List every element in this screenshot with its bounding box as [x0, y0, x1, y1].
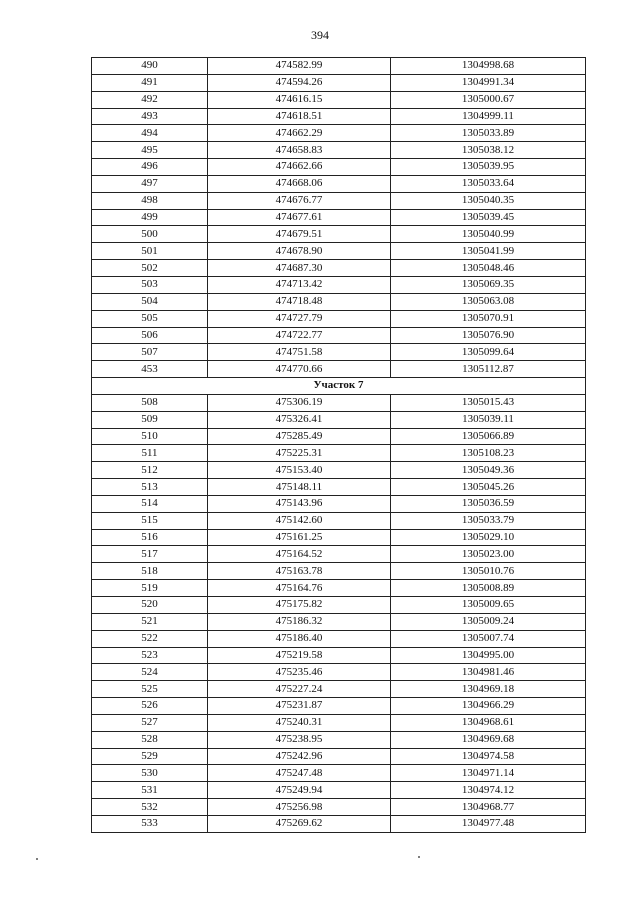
x-coordinate-cell: 475153.40	[208, 462, 391, 479]
y-coordinate-cell: 1304981.46	[391, 664, 586, 681]
table-row	[92, 293, 586, 310]
y-coordinate-cell: 1304974.58	[391, 748, 586, 765]
point-number-cell: 505	[92, 310, 208, 327]
x-coordinate-cell: 475163.78	[208, 563, 391, 580]
table-row	[92, 108, 586, 125]
table-row	[92, 209, 586, 226]
table-row	[92, 327, 586, 344]
x-coordinate-cell: 475186.40	[208, 630, 391, 647]
x-coordinate-cell: 474668.06	[208, 175, 391, 192]
table-row	[92, 344, 586, 361]
point-number-cell: 516	[92, 529, 208, 546]
point-number-cell: 518	[92, 563, 208, 580]
x-coordinate-cell: 475306.19	[208, 394, 391, 411]
table-row	[92, 714, 586, 731]
point-number-cell: 524	[92, 664, 208, 681]
table-row	[92, 597, 586, 614]
x-coordinate-cell: 474713.42	[208, 276, 391, 293]
point-number-cell: 501	[92, 243, 208, 260]
y-coordinate-cell: 1305008.89	[391, 580, 586, 597]
table-row	[92, 125, 586, 142]
x-coordinate-cell: 474662.29	[208, 125, 391, 142]
y-coordinate-cell: 1304966.29	[391, 698, 586, 715]
y-coordinate-cell: 1305076.90	[391, 327, 586, 344]
point-number-cell: 519	[92, 580, 208, 597]
point-number-cell: 514	[92, 495, 208, 512]
x-coordinate-cell: 475219.58	[208, 647, 391, 664]
table-row	[92, 495, 586, 512]
x-coordinate-cell: 475235.46	[208, 664, 391, 681]
table-row	[92, 159, 586, 176]
table-row	[92, 58, 586, 75]
x-coordinate-cell: 475143.96	[208, 495, 391, 512]
point-number-cell: 506	[92, 327, 208, 344]
table-row	[92, 580, 586, 597]
x-coordinate-cell: 474679.51	[208, 226, 391, 243]
x-coordinate-cell: 475247.48	[208, 765, 391, 782]
table-row	[92, 748, 586, 765]
table-row	[92, 681, 586, 698]
point-number-cell: 510	[92, 428, 208, 445]
y-coordinate-cell: 1305039.95	[391, 159, 586, 176]
y-coordinate-cell: 1305108.23	[391, 445, 586, 462]
y-coordinate-cell: 1305066.89	[391, 428, 586, 445]
y-coordinate-cell: 1304995.00	[391, 647, 586, 664]
x-coordinate-cell: 474722.77	[208, 327, 391, 344]
point-number-cell: 511	[92, 445, 208, 462]
y-coordinate-cell: 1305112.87	[391, 361, 586, 378]
point-number-cell: 526	[92, 698, 208, 715]
point-number-cell: 509	[92, 411, 208, 428]
point-number-cell: 529	[92, 748, 208, 765]
y-coordinate-cell: 1305000.67	[391, 91, 586, 108]
scan-speck	[36, 858, 38, 860]
x-coordinate-cell: 475285.49	[208, 428, 391, 445]
point-number-cell: 520	[92, 597, 208, 614]
point-number-cell: 517	[92, 546, 208, 563]
y-coordinate-cell: 1305033.79	[391, 512, 586, 529]
point-number-cell: 495	[92, 142, 208, 159]
table-row	[92, 698, 586, 715]
table-row	[92, 260, 586, 277]
section-title: Участок 7	[92, 378, 586, 395]
table-row	[92, 613, 586, 630]
y-coordinate-cell: 1305015.43	[391, 394, 586, 411]
y-coordinate-cell: 1305010.76	[391, 563, 586, 580]
point-number-cell: 493	[92, 108, 208, 125]
table-row	[92, 664, 586, 681]
table-row	[92, 765, 586, 782]
table-row	[92, 142, 586, 159]
point-number-cell: 490	[92, 58, 208, 75]
table-row	[92, 462, 586, 479]
y-coordinate-cell: 1305063.08	[391, 293, 586, 310]
y-coordinate-cell: 1304968.77	[391, 799, 586, 816]
x-coordinate-cell: 475225.31	[208, 445, 391, 462]
x-coordinate-cell: 475227.24	[208, 681, 391, 698]
point-number-cell: 531	[92, 782, 208, 799]
y-coordinate-cell: 1305049.36	[391, 462, 586, 479]
x-coordinate-cell: 474727.79	[208, 310, 391, 327]
y-coordinate-cell: 1305029.10	[391, 529, 586, 546]
x-coordinate-cell: 474677.61	[208, 209, 391, 226]
y-coordinate-cell: 1304977.48	[391, 815, 586, 832]
x-coordinate-cell: 475186.32	[208, 613, 391, 630]
point-number-cell: 496	[92, 159, 208, 176]
y-coordinate-cell: 1304991.34	[391, 74, 586, 91]
x-coordinate-cell: 474594.26	[208, 74, 391, 91]
point-number-cell: 491	[92, 74, 208, 91]
page-number: 394	[311, 28, 329, 42]
point-number-cell: 508	[92, 394, 208, 411]
table-row	[92, 799, 586, 816]
table-row	[92, 411, 586, 428]
point-number-cell: 499	[92, 209, 208, 226]
x-coordinate-cell: 475164.76	[208, 580, 391, 597]
y-coordinate-cell: 1305038.12	[391, 142, 586, 159]
point-number-cell: 522	[92, 630, 208, 647]
x-coordinate-cell: 474687.30	[208, 260, 391, 277]
point-number-cell: 512	[92, 462, 208, 479]
y-coordinate-cell: 1304968.61	[391, 714, 586, 731]
x-coordinate-cell: 475242.96	[208, 748, 391, 765]
table-row	[92, 563, 586, 580]
table-row	[92, 74, 586, 91]
x-coordinate-cell: 475231.87	[208, 698, 391, 715]
x-coordinate-cell: 474616.15	[208, 91, 391, 108]
table-row	[92, 243, 586, 260]
x-coordinate-cell: 475238.95	[208, 731, 391, 748]
y-coordinate-cell: 1304999.11	[391, 108, 586, 125]
x-coordinate-cell: 474718.48	[208, 293, 391, 310]
table-row	[92, 445, 586, 462]
table-row	[92, 175, 586, 192]
y-coordinate-cell: 1305009.65	[391, 597, 586, 614]
table-row	[92, 192, 586, 209]
table-row	[92, 630, 586, 647]
x-coordinate-cell: 475256.98	[208, 799, 391, 816]
table-row	[92, 546, 586, 563]
y-coordinate-cell: 1305099.64	[391, 344, 586, 361]
table-row	[92, 512, 586, 529]
x-coordinate-cell: 474678.90	[208, 243, 391, 260]
table-row	[92, 276, 586, 293]
y-coordinate-cell: 1304974.12	[391, 782, 586, 799]
y-coordinate-cell: 1305039.11	[391, 411, 586, 428]
point-number-cell: 515	[92, 512, 208, 529]
y-coordinate-cell: 1305039.45	[391, 209, 586, 226]
table-row	[92, 310, 586, 327]
y-coordinate-cell: 1304998.68	[391, 58, 586, 75]
y-coordinate-cell: 1304969.68	[391, 731, 586, 748]
point-number-cell: 530	[92, 765, 208, 782]
point-number-cell: 527	[92, 714, 208, 731]
y-coordinate-cell: 1305070.91	[391, 310, 586, 327]
x-coordinate-cell: 474658.83	[208, 142, 391, 159]
point-number-cell: 497	[92, 175, 208, 192]
y-coordinate-cell: 1305069.35	[391, 276, 586, 293]
point-number-cell: 523	[92, 647, 208, 664]
x-coordinate-cell: 474676.77	[208, 192, 391, 209]
point-number-cell: 503	[92, 276, 208, 293]
x-coordinate-cell: 475148.11	[208, 479, 391, 496]
table-row	[92, 815, 586, 832]
y-coordinate-cell: 1305033.89	[391, 125, 586, 142]
scan-speck	[418, 856, 420, 858]
coordinates-table	[91, 57, 586, 833]
x-coordinate-cell: 474618.51	[208, 108, 391, 125]
table-row	[92, 91, 586, 108]
y-coordinate-cell: 1305007.74	[391, 630, 586, 647]
table-row	[92, 782, 586, 799]
table-row	[92, 731, 586, 748]
y-coordinate-cell: 1304971.14	[391, 765, 586, 782]
table-row	[92, 647, 586, 664]
y-coordinate-cell: 1305040.35	[391, 192, 586, 209]
point-number-cell: 453	[92, 361, 208, 378]
y-coordinate-cell: 1304969.18	[391, 681, 586, 698]
point-number-cell: 532	[92, 799, 208, 816]
point-number-cell: 494	[92, 125, 208, 142]
x-coordinate-cell: 475269.62	[208, 815, 391, 832]
x-coordinate-cell: 475326.41	[208, 411, 391, 428]
point-number-cell: 498	[92, 192, 208, 209]
point-number-cell: 525	[92, 681, 208, 698]
point-number-cell: 507	[92, 344, 208, 361]
y-coordinate-cell: 1305045.26	[391, 479, 586, 496]
y-coordinate-cell: 1305048.46	[391, 260, 586, 277]
y-coordinate-cell: 1305009.24	[391, 613, 586, 630]
table-row	[92, 361, 586, 378]
table-row	[92, 479, 586, 496]
y-coordinate-cell: 1305041.99	[391, 243, 586, 260]
x-coordinate-cell: 475240.31	[208, 714, 391, 731]
point-number-cell: 513	[92, 479, 208, 496]
table-row	[92, 529, 586, 546]
point-number-cell: 533	[92, 815, 208, 832]
x-coordinate-cell: 475175.82	[208, 597, 391, 614]
x-coordinate-cell: 474662.66	[208, 159, 391, 176]
x-coordinate-cell: 475142.60	[208, 512, 391, 529]
point-number-cell: 500	[92, 226, 208, 243]
y-coordinate-cell: 1305023.00	[391, 546, 586, 563]
x-coordinate-cell: 475164.52	[208, 546, 391, 563]
table-row	[92, 394, 586, 411]
y-coordinate-cell: 1305036.59	[391, 495, 586, 512]
x-coordinate-cell: 475161.25	[208, 529, 391, 546]
table-row	[92, 428, 586, 445]
coordinates-table-body	[92, 58, 586, 833]
point-number-cell: 521	[92, 613, 208, 630]
section-header-row	[92, 378, 586, 395]
x-coordinate-cell: 474582.99	[208, 58, 391, 75]
point-number-cell: 528	[92, 731, 208, 748]
x-coordinate-cell: 474751.58	[208, 344, 391, 361]
y-coordinate-cell: 1305040.99	[391, 226, 586, 243]
point-number-cell: 504	[92, 293, 208, 310]
y-coordinate-cell: 1305033.64	[391, 175, 586, 192]
table-row	[92, 226, 586, 243]
point-number-cell: 492	[92, 91, 208, 108]
x-coordinate-cell: 474770.66	[208, 361, 391, 378]
point-number-cell: 502	[92, 260, 208, 277]
x-coordinate-cell: 475249.94	[208, 782, 391, 799]
